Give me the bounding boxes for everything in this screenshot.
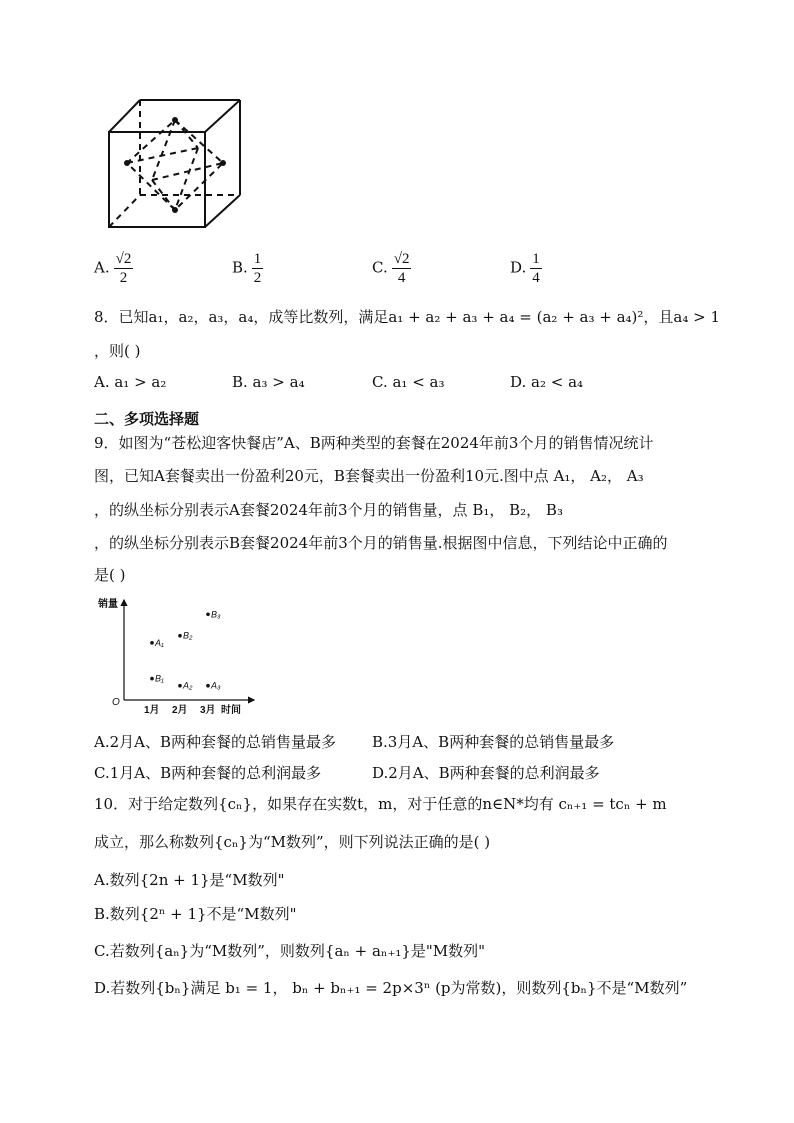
q8-stem-line-1: 8．已知a₁，a₂，a₃，a₄，成等比数列，满足a₁ + a₂ + a₃ + a₄ = (a₂ + a₃ + a₄)²，且a₄ > 1 [94, 308, 721, 326]
section-heading: 二、多项选择题 [94, 410, 200, 428]
data-point-label: A₂ [183, 680, 193, 691]
q9-stem-line-3: ，的纵坐标分别表示A套餐2024年前3个月的销售量，点 B₁， B₂， B₃ [94, 501, 563, 519]
q10-option-d[interactable]: D.若数列{bₙ}满足 b₁ = 1， bₙ + bₙ₊₁ = 2p×3ⁿ (p为常数)，则数列{bₙ}不是“M数列” [94, 979, 688, 997]
data-point-label: B₁ [155, 673, 164, 684]
octahedron-edges [127, 120, 223, 210]
denominator: 2 [119, 270, 128, 286]
q9-stem-line-1: 9．如图为“苍松迎客快餐店”A、B两种类型的套餐在2024年前3个月的销售情况统计 [94, 434, 654, 452]
option-letter: A. [94, 258, 110, 277]
option-letter: D. [510, 258, 527, 277]
q7-option-a[interactable] [94, 250, 133, 287]
sales-scatter-chart [94, 592, 264, 722]
q7-option-d[interactable] [510, 250, 542, 287]
denominator: 4 [397, 270, 406, 286]
q9-option-c[interactable]: C.1月A、B两种套餐的总利润最多 [94, 764, 322, 782]
q8-option-b[interactable]: B. a₃ > a₄ [232, 373, 305, 391]
data-point [150, 641, 154, 645]
x-tick-label: 3月 [200, 705, 216, 716]
q8-option-c[interactable]: C. a₁ < a₃ [372, 373, 445, 391]
q9-option-d[interactable]: D.2月A、B两种套餐的总利润最多 [372, 764, 600, 782]
fraction [114, 250, 134, 287]
q10-stem-line-2: 成立，那么称数列{cₙ}为“M数列”，则下列说法正确的是( ) [94, 833, 491, 851]
x-tick-label: 2月 [172, 705, 188, 716]
q9-option-b[interactable]: B.3月A、B两种套餐的总销售量最多 [372, 733, 615, 751]
denominator: 4 [532, 270, 540, 286]
origin-label: O [112, 697, 120, 708]
data-point [206, 684, 210, 688]
data-point-label: A₁ [155, 637, 164, 648]
q9-stem-line-2: 图，已知A套餐卖出一份盈利20元，B套餐卖出一份盈利10元.图中点 A₁， A₂， A₃ [94, 467, 644, 485]
q10-stem-line-1: 10．对于给定数列{cₙ}，如果存在实数t，m，对于任意的n∈N*均有 cₙ₊₁ = tcₙ + m [94, 795, 667, 813]
denominator: 2 [253, 270, 262, 286]
q10-option-c[interactable]: C.若数列{aₙ}为“M数列”，则数列{aₙ + aₙ₊₁}是"M数列" [94, 942, 486, 960]
numerator: 1 [532, 251, 540, 267]
q7-option-c[interactable] [372, 250, 411, 287]
data-point-label: B₃ [211, 609, 221, 620]
x-tick-label: 1月 [144, 705, 160, 716]
numerator: √2 [393, 251, 410, 267]
option-letter: B. [232, 258, 248, 277]
data-point [178, 634, 182, 638]
numerator: 1 [253, 251, 262, 267]
q7-option-b[interactable] [232, 250, 263, 287]
numerator: √2 [115, 251, 132, 267]
option-letter: C. [372, 258, 388, 277]
y-axis-label: 销量 [98, 599, 118, 610]
data-point [178, 684, 182, 688]
q10-option-b[interactable]: B.数列{2ⁿ + 1}不是“M数列" [94, 905, 297, 923]
data-point-label: A₃ [211, 680, 221, 691]
fraction [530, 250, 542, 287]
fraction [252, 250, 264, 287]
q9-stem-line-5: 是( ) [94, 566, 126, 584]
q10-option-a[interactable]: A.数列{2n + 1}是“M数列" [94, 871, 285, 889]
fraction [392, 250, 412, 287]
data-point [150, 677, 154, 681]
cube-octahedron-figure [100, 92, 260, 237]
data-point-label: B₂ [183, 630, 193, 641]
q8-option-a[interactable]: A. a₁ > a₂ [94, 373, 167, 391]
q8-option-d[interactable]: D. a₂ < a₄ [510, 373, 584, 391]
data-point [206, 612, 210, 616]
q8-stem-line-2: ，则( ) [94, 342, 141, 360]
x-axis-label: 时间 [221, 705, 241, 716]
q9-stem-line-4: ，的纵坐标分别表示B套餐2024年前3个月的销售量.根据图中信息，下列结论中正确的 [94, 534, 668, 552]
q9-option-a[interactable]: A.2月A、B两种套餐的总销售量最多 [94, 733, 337, 751]
